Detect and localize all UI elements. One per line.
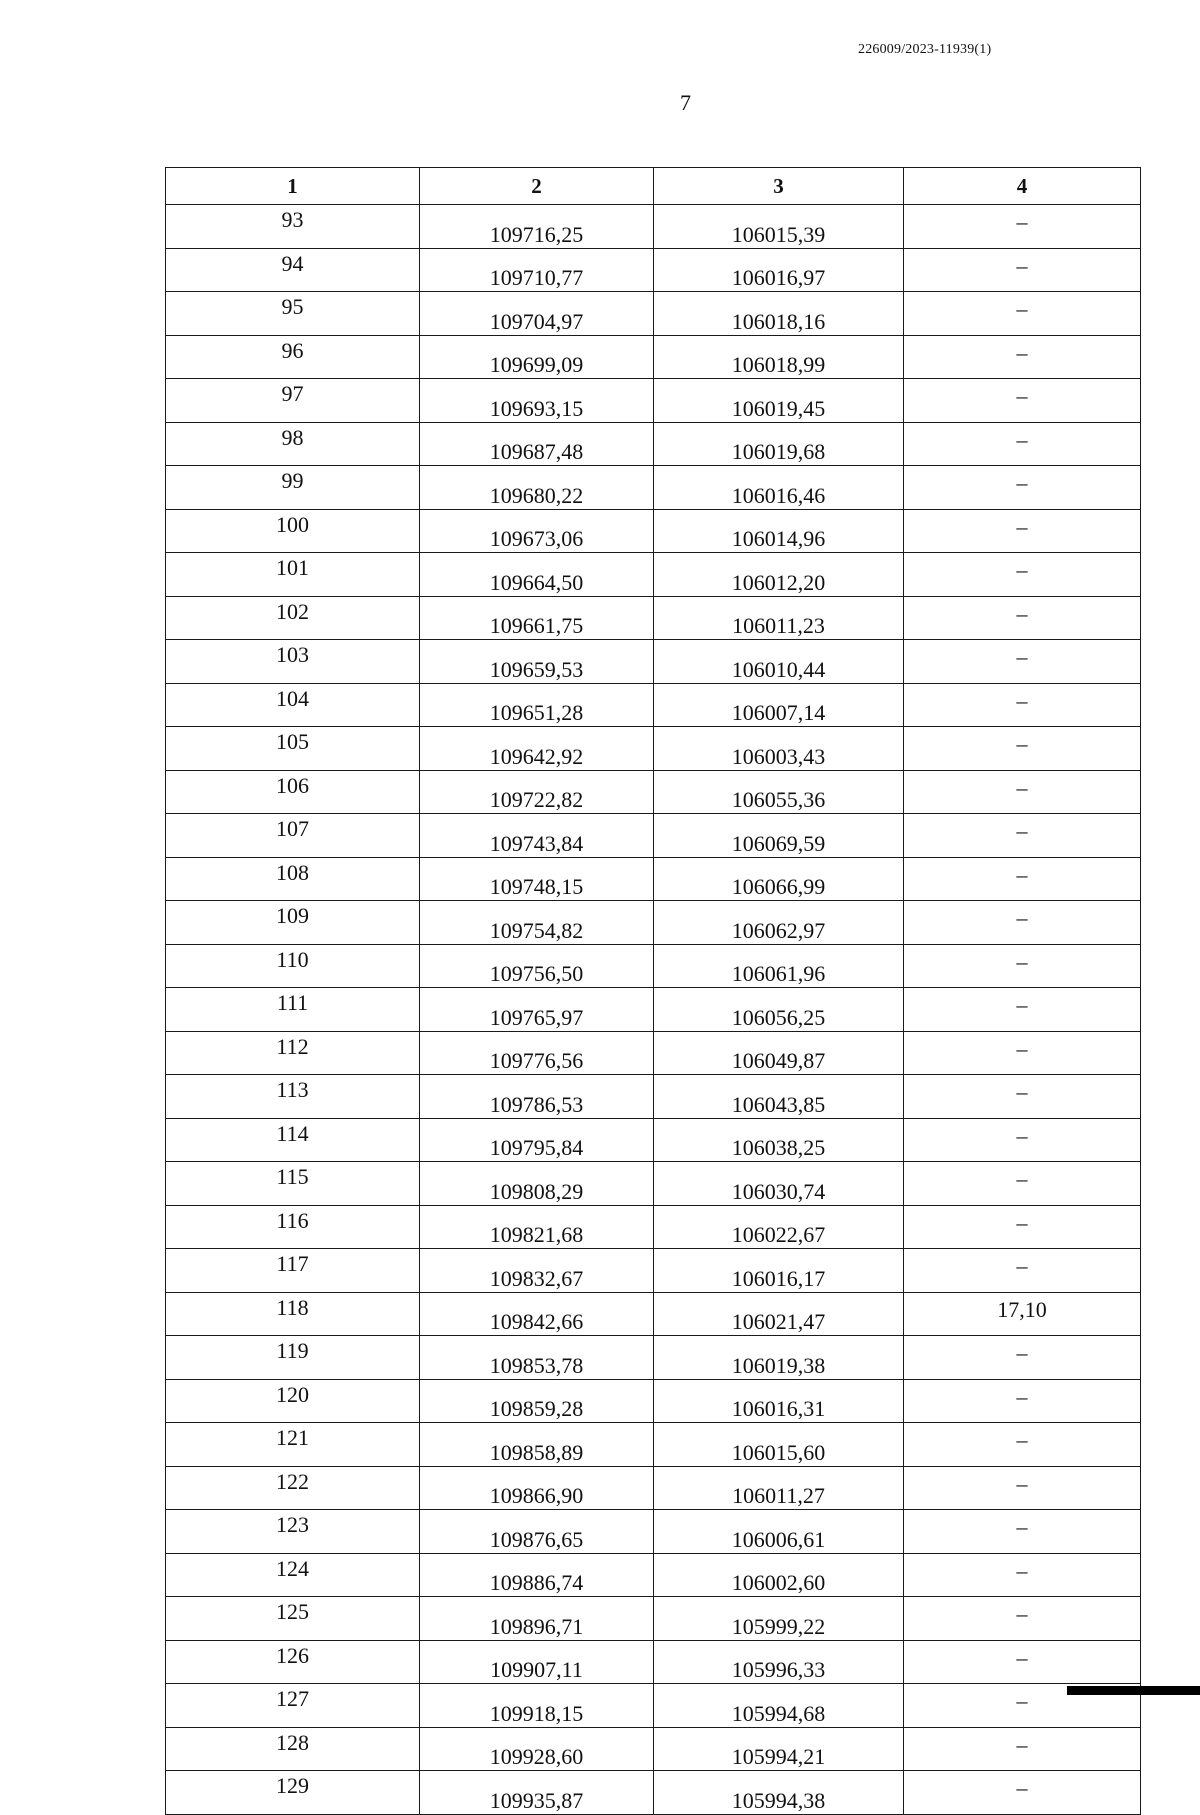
x-coordinate-cell: 109680,22 bbox=[420, 466, 654, 510]
x-coordinate-cell: 109765,97 bbox=[420, 988, 654, 1032]
point-number-cell: 103 bbox=[166, 640, 420, 684]
y-coordinate-cell: 106016,46 bbox=[654, 466, 904, 510]
table-row bbox=[166, 1466, 1141, 1510]
distance-cell: – bbox=[904, 901, 1141, 945]
y-coordinate-cell: 106018,16 bbox=[654, 292, 904, 336]
table-body bbox=[166, 205, 1141, 1815]
y-coordinate-cell: 106043,85 bbox=[654, 1075, 904, 1119]
coordinates-table bbox=[165, 167, 1141, 1815]
x-coordinate-cell: 109907,11 bbox=[420, 1640, 654, 1684]
point-number-cell: 95 bbox=[166, 292, 420, 336]
y-coordinate-cell: 106016,31 bbox=[654, 1379, 904, 1423]
point-number-cell: 127 bbox=[166, 1684, 420, 1728]
y-coordinate-cell: 106056,25 bbox=[654, 988, 904, 1032]
point-number-cell: 120 bbox=[166, 1379, 420, 1423]
y-coordinate-cell: 106011,27 bbox=[654, 1466, 904, 1510]
point-number-cell: 113 bbox=[166, 1075, 420, 1119]
point-number-cell: 105 bbox=[166, 727, 420, 771]
x-coordinate-cell: 109699,09 bbox=[420, 335, 654, 379]
x-coordinate-cell: 109659,53 bbox=[420, 640, 654, 684]
table-row bbox=[166, 1597, 1141, 1641]
table-row bbox=[166, 683, 1141, 727]
x-coordinate-cell: 109858,89 bbox=[420, 1423, 654, 1467]
table-row bbox=[166, 1423, 1141, 1467]
distance-cell: – bbox=[904, 1336, 1141, 1380]
distance-cell: – bbox=[904, 292, 1141, 336]
point-number-cell: 117 bbox=[166, 1249, 420, 1293]
table-row bbox=[166, 1205, 1141, 1249]
y-coordinate-cell: 106019,38 bbox=[654, 1336, 904, 1380]
distance-cell: – bbox=[904, 1075, 1141, 1119]
x-coordinate-cell: 109651,28 bbox=[420, 683, 654, 727]
distance-cell: – bbox=[904, 1466, 1141, 1510]
coordinates-table-container bbox=[165, 167, 1140, 1815]
distance-cell: – bbox=[904, 944, 1141, 988]
distance-cell: – bbox=[904, 1031, 1141, 1075]
column-header-1: 1 bbox=[166, 168, 420, 205]
table-row bbox=[166, 770, 1141, 814]
y-coordinate-cell: 106055,36 bbox=[654, 770, 904, 814]
point-number-cell: 100 bbox=[166, 509, 420, 553]
table-row bbox=[166, 1118, 1141, 1162]
distance-cell: 17,10 bbox=[904, 1292, 1141, 1336]
distance-cell: – bbox=[904, 379, 1141, 423]
y-coordinate-cell: 106016,97 bbox=[654, 248, 904, 292]
table-row bbox=[166, 814, 1141, 858]
document-id: 226009/2023-11939(1) bbox=[858, 42, 992, 57]
page-number: 7 bbox=[680, 90, 691, 115]
x-coordinate-cell: 109808,29 bbox=[420, 1162, 654, 1206]
distance-cell: – bbox=[904, 1597, 1141, 1641]
distance-cell: – bbox=[904, 1205, 1141, 1249]
x-coordinate-cell: 109642,92 bbox=[420, 727, 654, 771]
point-number-cell: 108 bbox=[166, 857, 420, 901]
y-coordinate-cell: 106062,97 bbox=[654, 901, 904, 945]
point-number-cell: 126 bbox=[166, 1640, 420, 1684]
distance-cell: – bbox=[904, 335, 1141, 379]
x-coordinate-cell: 109776,56 bbox=[420, 1031, 654, 1075]
point-number-cell: 128 bbox=[166, 1727, 420, 1771]
y-coordinate-cell: 106015,39 bbox=[654, 205, 904, 249]
table-row bbox=[166, 1771, 1141, 1815]
distance-cell: – bbox=[904, 596, 1141, 640]
distance-cell: – bbox=[904, 1510, 1141, 1554]
table-row bbox=[166, 1162, 1141, 1206]
table-row bbox=[166, 1379, 1141, 1423]
point-number-cell: 96 bbox=[166, 335, 420, 379]
point-number-cell: 123 bbox=[166, 1510, 420, 1554]
distance-cell: – bbox=[904, 727, 1141, 771]
x-coordinate-cell: 109859,28 bbox=[420, 1379, 654, 1423]
x-coordinate-cell: 109935,87 bbox=[420, 1771, 654, 1815]
distance-cell: – bbox=[904, 1162, 1141, 1206]
column-header-2: 2 bbox=[420, 168, 654, 205]
y-coordinate-cell: 105994,68 bbox=[654, 1684, 904, 1728]
y-coordinate-cell: 106038,25 bbox=[654, 1118, 904, 1162]
table-row bbox=[166, 335, 1141, 379]
point-number-cell: 109 bbox=[166, 901, 420, 945]
point-number-cell: 112 bbox=[166, 1031, 420, 1075]
bottom-edge-bar bbox=[1067, 1686, 1200, 1695]
point-number-cell: 119 bbox=[166, 1336, 420, 1380]
x-coordinate-cell: 109693,15 bbox=[420, 379, 654, 423]
point-number-cell: 118 bbox=[166, 1292, 420, 1336]
y-coordinate-cell: 105994,21 bbox=[654, 1727, 904, 1771]
table-row bbox=[166, 944, 1141, 988]
table-row bbox=[166, 1336, 1141, 1380]
x-coordinate-cell: 109918,15 bbox=[420, 1684, 654, 1728]
point-number-cell: 94 bbox=[166, 248, 420, 292]
point-number-cell: 97 bbox=[166, 379, 420, 423]
point-number-cell: 111 bbox=[166, 988, 420, 1032]
point-number-cell: 98 bbox=[166, 422, 420, 466]
table-row bbox=[166, 1249, 1141, 1293]
x-coordinate-cell: 109748,15 bbox=[420, 857, 654, 901]
distance-cell: – bbox=[904, 1684, 1141, 1728]
y-coordinate-cell: 105996,33 bbox=[654, 1640, 904, 1684]
x-coordinate-cell: 109716,25 bbox=[420, 205, 654, 249]
x-coordinate-cell: 109795,84 bbox=[420, 1118, 654, 1162]
point-number-cell: 114 bbox=[166, 1118, 420, 1162]
y-coordinate-cell: 106049,87 bbox=[654, 1031, 904, 1075]
table-header bbox=[166, 168, 1141, 205]
column-header-3: 3 bbox=[654, 168, 904, 205]
x-coordinate-cell: 109832,67 bbox=[420, 1249, 654, 1293]
table-row bbox=[166, 1640, 1141, 1684]
distance-cell: – bbox=[904, 1423, 1141, 1467]
y-coordinate-cell: 106010,44 bbox=[654, 640, 904, 684]
distance-cell: – bbox=[904, 770, 1141, 814]
table-row bbox=[166, 988, 1141, 1032]
point-number-cell: 106 bbox=[166, 770, 420, 814]
table-row bbox=[166, 466, 1141, 510]
distance-cell: – bbox=[904, 1553, 1141, 1597]
x-coordinate-cell: 109743,84 bbox=[420, 814, 654, 858]
point-number-cell: 129 bbox=[166, 1771, 420, 1815]
distance-cell: – bbox=[904, 683, 1141, 727]
point-number-cell: 115 bbox=[166, 1162, 420, 1206]
distance-cell: – bbox=[904, 1379, 1141, 1423]
x-coordinate-cell: 109664,50 bbox=[420, 553, 654, 597]
table-row bbox=[166, 857, 1141, 901]
distance-cell: – bbox=[904, 988, 1141, 1032]
x-coordinate-cell: 109842,66 bbox=[420, 1292, 654, 1336]
point-number-cell: 110 bbox=[166, 944, 420, 988]
table-row bbox=[166, 292, 1141, 336]
table-row bbox=[166, 1031, 1141, 1075]
x-coordinate-cell: 109710,77 bbox=[420, 248, 654, 292]
x-coordinate-cell: 109786,53 bbox=[420, 1075, 654, 1119]
y-coordinate-cell: 106011,23 bbox=[654, 596, 904, 640]
x-coordinate-cell: 109876,65 bbox=[420, 1510, 654, 1554]
x-coordinate-cell: 109886,74 bbox=[420, 1553, 654, 1597]
x-coordinate-cell: 109821,68 bbox=[420, 1205, 654, 1249]
distance-cell: – bbox=[904, 1640, 1141, 1684]
point-number-cell: 99 bbox=[166, 466, 420, 510]
distance-cell: – bbox=[904, 640, 1141, 684]
point-number-cell: 102 bbox=[166, 596, 420, 640]
table-row bbox=[166, 1553, 1141, 1597]
column-header-4: 4 bbox=[904, 168, 1141, 205]
table-row bbox=[166, 596, 1141, 640]
table-row bbox=[166, 901, 1141, 945]
y-coordinate-cell: 106012,20 bbox=[654, 553, 904, 597]
table-row bbox=[166, 248, 1141, 292]
distance-cell: – bbox=[904, 248, 1141, 292]
table-row bbox=[166, 727, 1141, 771]
x-coordinate-cell: 109673,06 bbox=[420, 509, 654, 553]
x-coordinate-cell: 109661,75 bbox=[420, 596, 654, 640]
y-coordinate-cell: 106019,45 bbox=[654, 379, 904, 423]
table-row bbox=[166, 205, 1141, 249]
x-coordinate-cell: 109754,82 bbox=[420, 901, 654, 945]
table-row bbox=[166, 422, 1141, 466]
point-number-cell: 93 bbox=[166, 205, 420, 249]
x-coordinate-cell: 109756,50 bbox=[420, 944, 654, 988]
point-number-cell: 122 bbox=[166, 1466, 420, 1510]
distance-cell: – bbox=[904, 1727, 1141, 1771]
y-coordinate-cell: 106066,99 bbox=[654, 857, 904, 901]
y-coordinate-cell: 106061,96 bbox=[654, 944, 904, 988]
point-number-cell: 125 bbox=[166, 1597, 420, 1641]
x-coordinate-cell: 109704,97 bbox=[420, 292, 654, 336]
x-coordinate-cell: 109866,90 bbox=[420, 1466, 654, 1510]
x-coordinate-cell: 109722,82 bbox=[420, 770, 654, 814]
y-coordinate-cell: 105994,38 bbox=[654, 1771, 904, 1815]
distance-cell: – bbox=[904, 1118, 1141, 1162]
y-coordinate-cell: 106018,99 bbox=[654, 335, 904, 379]
table-row bbox=[166, 1510, 1141, 1554]
y-coordinate-cell: 106019,68 bbox=[654, 422, 904, 466]
point-number-cell: 104 bbox=[166, 683, 420, 727]
distance-cell: – bbox=[904, 553, 1141, 597]
x-coordinate-cell: 109687,48 bbox=[420, 422, 654, 466]
y-coordinate-cell: 105999,22 bbox=[654, 1597, 904, 1641]
table-row bbox=[166, 1292, 1141, 1336]
point-number-cell: 107 bbox=[166, 814, 420, 858]
y-coordinate-cell: 106006,61 bbox=[654, 1510, 904, 1554]
y-coordinate-cell: 106021,47 bbox=[654, 1292, 904, 1336]
y-coordinate-cell: 106015,60 bbox=[654, 1423, 904, 1467]
header-row bbox=[166, 168, 1141, 205]
distance-cell: – bbox=[904, 205, 1141, 249]
y-coordinate-cell: 106007,14 bbox=[654, 683, 904, 727]
y-coordinate-cell: 106022,67 bbox=[654, 1205, 904, 1249]
y-coordinate-cell: 106003,43 bbox=[654, 727, 904, 771]
y-coordinate-cell: 106002,60 bbox=[654, 1553, 904, 1597]
point-number-cell: 124 bbox=[166, 1553, 420, 1597]
y-coordinate-cell: 106030,74 bbox=[654, 1162, 904, 1206]
y-coordinate-cell: 106014,96 bbox=[654, 509, 904, 553]
distance-cell: – bbox=[904, 509, 1141, 553]
distance-cell: – bbox=[904, 857, 1141, 901]
y-coordinate-cell: 106016,17 bbox=[654, 1249, 904, 1293]
distance-cell: – bbox=[904, 422, 1141, 466]
table-row bbox=[166, 379, 1141, 423]
point-number-cell: 101 bbox=[166, 553, 420, 597]
table-row bbox=[166, 1727, 1141, 1771]
table-row bbox=[166, 553, 1141, 597]
x-coordinate-cell: 109896,71 bbox=[420, 1597, 654, 1641]
point-number-cell: 121 bbox=[166, 1423, 420, 1467]
distance-cell: – bbox=[904, 1771, 1141, 1815]
distance-cell: – bbox=[904, 814, 1141, 858]
distance-cell: – bbox=[904, 466, 1141, 510]
table-row bbox=[166, 509, 1141, 553]
table-row bbox=[166, 640, 1141, 684]
y-coordinate-cell: 106069,59 bbox=[654, 814, 904, 858]
table-row bbox=[166, 1684, 1141, 1728]
x-coordinate-cell: 109928,60 bbox=[420, 1727, 654, 1771]
table-row bbox=[166, 1075, 1141, 1119]
x-coordinate-cell: 109853,78 bbox=[420, 1336, 654, 1380]
distance-cell: – bbox=[904, 1249, 1141, 1293]
point-number-cell: 116 bbox=[166, 1205, 420, 1249]
